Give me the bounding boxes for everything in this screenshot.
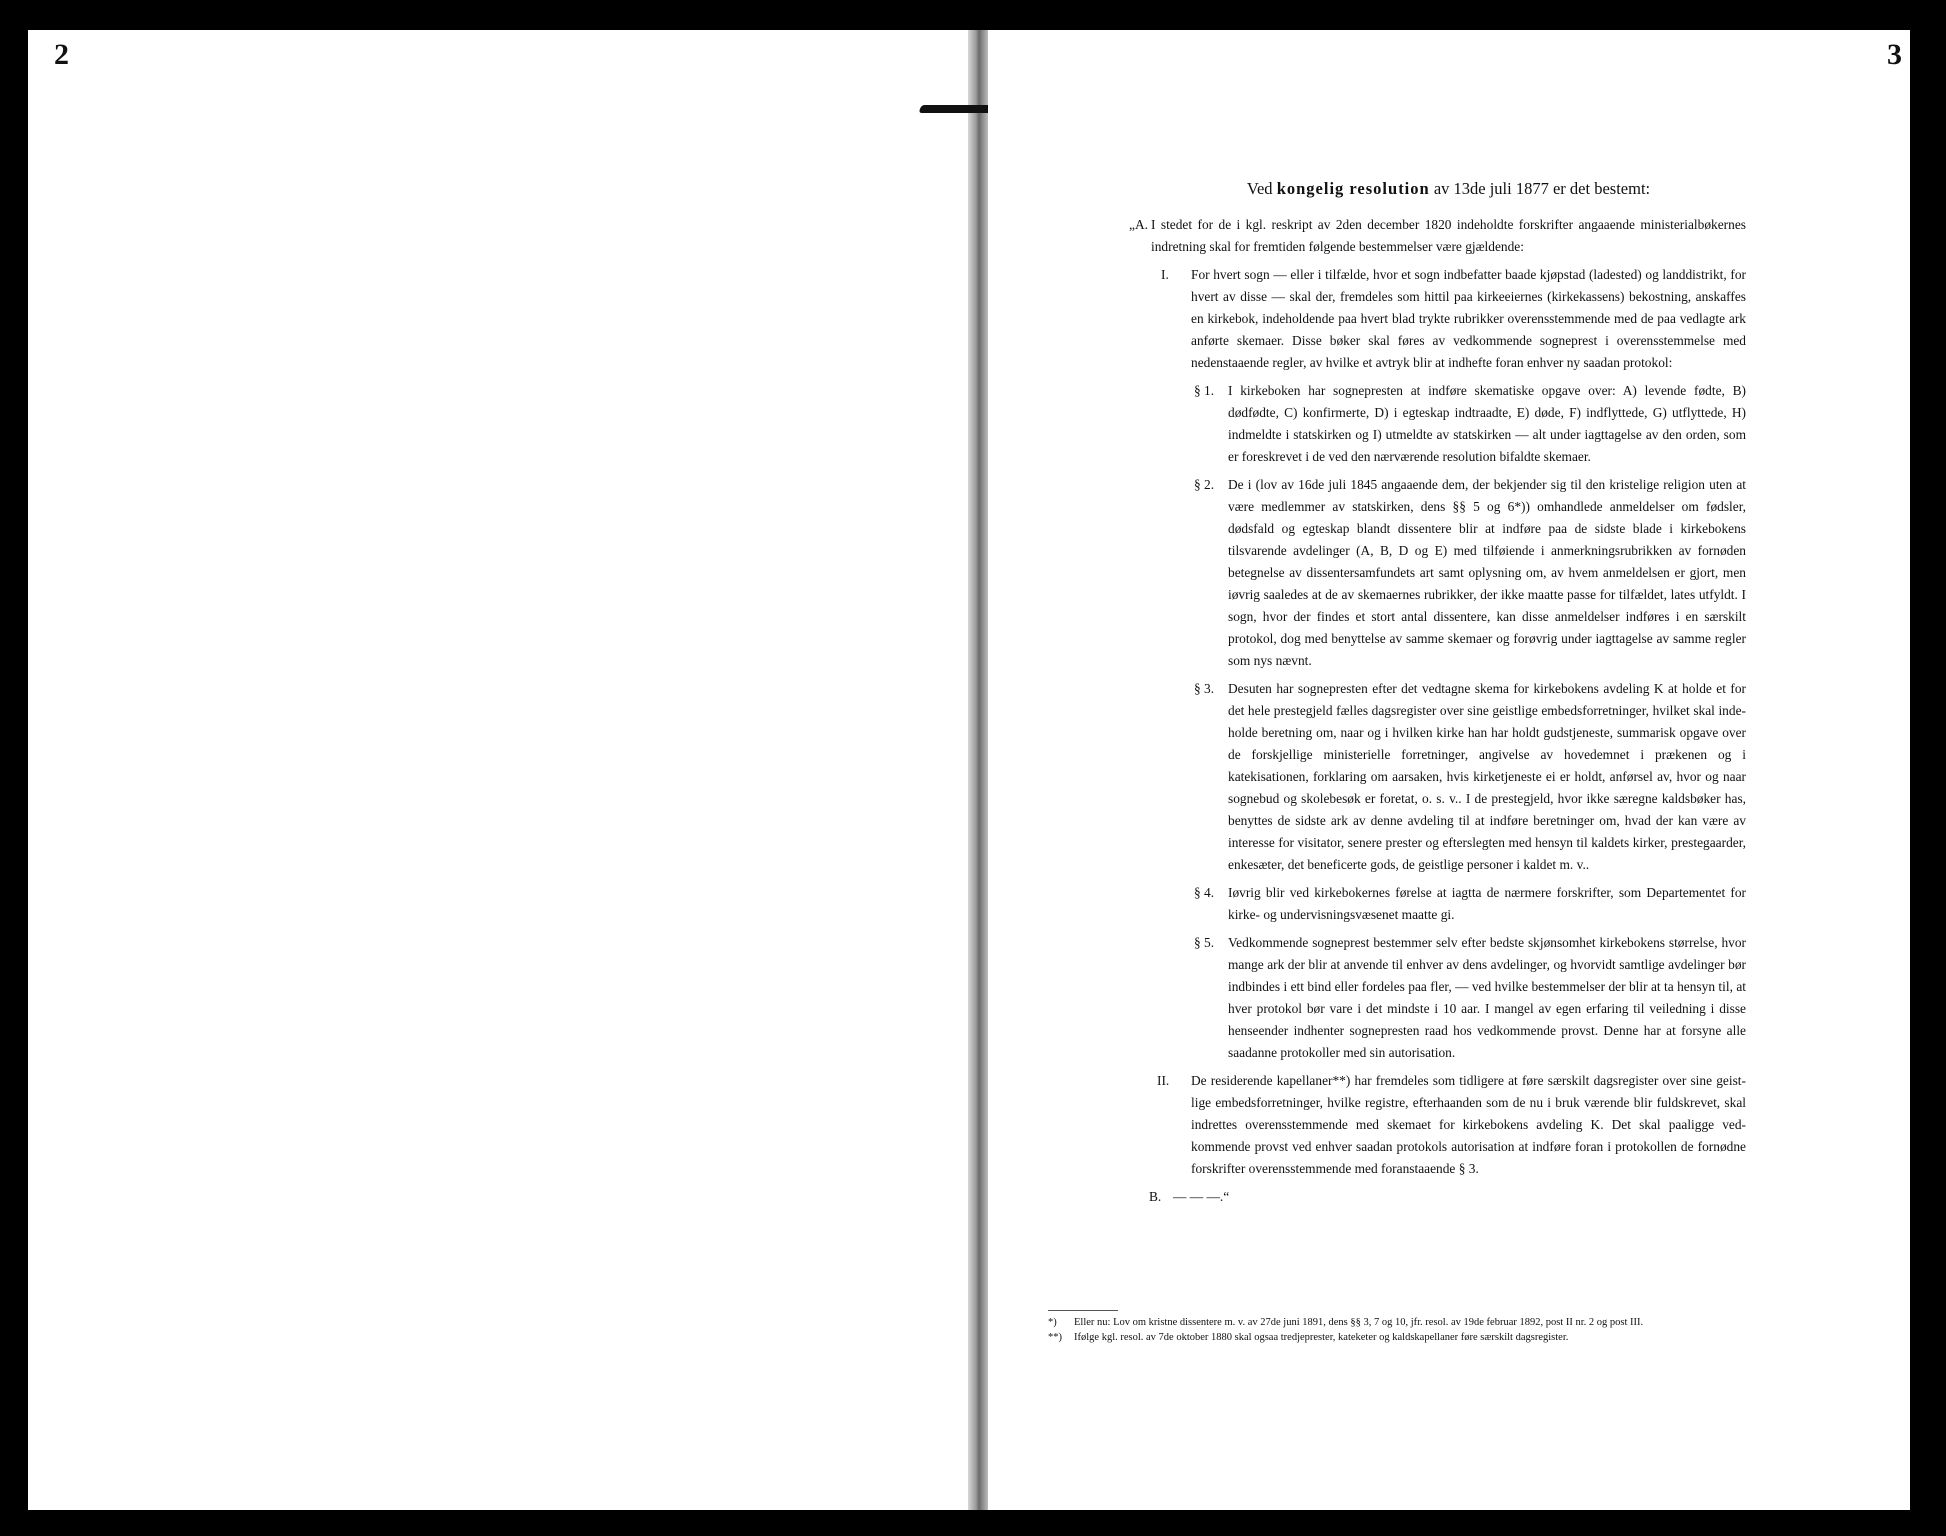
footnote (1048, 1330, 1748, 1345)
section-paragraph (1151, 474, 1746, 672)
part-two (1151, 1070, 1746, 1180)
heading-post: av 13de juli 1877 er det bestemt: (1433, 179, 1651, 198)
left-page (28, 30, 968, 1510)
intro-paragraph (1129, 214, 1746, 258)
section-list (1151, 380, 1746, 1064)
part-two-text: De residerende kapellaner**) har fremdeles som tidligere at føre særskilt dagsregister over sine geistlige embedsforretninger, hvilke registre, efterhaanden som de nu i bruk værende blir fuldskrevet, skal indrettes overensstemmende med skemaet for kirkebokens avdeling K. Det skal paaligge vedkommende provst ved enhver saadan protokols autorisation at indføre foran i protokollen de fornødne forskrifter overensstemmende med foranstaaende § 3. (1191, 1073, 1746, 1176)
section-text: Desuten har sognepresten efter det vedtagne skema for kirkebokens avdeling K at holde et for det hele prestegjeld fælles dagsregister over sine geistlige embedsforretninger, hvilket skal indeholde beretning om, naar og i hvilken kirke han har holdt gudstjeneste, summarisk opgave over de forskjellige ministerielle forretninger, angivelse av hovedemnet i prækenen og i katekisationen, forklaring om aarsaken, hvis kirketjeneste ei er holdt, anførsel av, hvor og naar sognebud og skolebesøk er foretat, o. s. v.. I de prestegjeld, hvor ikke særegne kaldsbøker has, benyttes de sidste ark av denne avdeling til at indføre beretninger om, hvad der kan være av interesse for visitator, senere prester og efterslegten med hensyn til kaldets kirker, prestegaarder, enkesæter, det beneficerte gods, de geistlige personer i kaldet m. v.. (1228, 681, 1746, 872)
part-one-label: I. (1161, 267, 1169, 282)
footnote-rule (1048, 1310, 1118, 1311)
intro-text: I stedet for de i kgl. reskript av 2den december 1820 indeholdte forskrifter angaaende ministerialbøkernes indretning skal for fremtiden følgende bestemmelser være gjældende: (1151, 217, 1746, 254)
section-text: Iøvrig blir ved kirkebokernes førelse at iagtta de nærmere forskrifter, som Departementet for kirke- og undervisningsvæsenet maatte gi. (1228, 885, 1746, 922)
section-label: § 2. (1194, 477, 1215, 492)
section-paragraph (1151, 882, 1746, 926)
footnote-text: Eller nu: Lov om kristne dissentere m. v. av 27de juni 1891, dens §§ 3, 7 og 10, jfr. resol. av 19de februar 1892, post II nr. 2 og post III. (1074, 1317, 1644, 1328)
footnote-list (1048, 1315, 1748, 1345)
section-text: De i (lov av 16de juli 1845 angaaende dem, der bekjender sig til den kristelige religion uten at være medlemmer av statskirken, dens §§ 5 og 6*)) omhandlede anmeldelser om fødsler, dødsfald og egteskap blandt dissentere blir at indføre paa de sidste blade i kirkebokens tilsvarende avdelinger (A, B, D og E) med tilføiende i anmerkningsrubrikken av fornøden betegnelse av dissentersamfundets art samt oplysning om, av hvem anmeldelsen er gjort, men iøvrig saaledes at de av skemaernes rubrikker, der ikke maatte passe for tilfældet, lates utfyldt. I sogn, hvor der findes et stort antal dissentere, kan disse anmeldelser indføres i en særskilt protokol, dog med benyttelse av samme skemaer og forøvrig under iagttagelse av samme regler som nys nævnt. (1228, 477, 1746, 668)
footnote-mark: **) (1048, 1332, 1062, 1343)
section-text: I kirkeboken har sognepresten at indføre skematiske opgave over: A) levende fødte, B) dødfødte, C) konfirmerte, D) i egteskap indtraadte, E) døde, F) indflyttede, G) utflyttede, H) indmeldte i statskirken og I) utmeldte av statskirken — alt under iagttagelse av den orden, som er foreskrevet i de ved den nærværende resolution bifaldte skemaer. (1228, 383, 1746, 464)
part-b-label: B. (1149, 1189, 1162, 1204)
section-label: § 5. (1194, 935, 1215, 950)
heading-bold: kongelig resolution (1276, 179, 1430, 198)
right-page-number: 3 (1887, 38, 1902, 71)
section-paragraph (1151, 380, 1746, 468)
section-label: § 4. (1194, 885, 1215, 900)
section-paragraph (1151, 678, 1746, 876)
footnote (1048, 1315, 1748, 1330)
section-paragraph (1151, 932, 1746, 1064)
part-one (1151, 264, 1746, 374)
intro-label: „A. (1129, 217, 1148, 232)
section-label: § 3. (1194, 681, 1215, 696)
part-b-text: — — —.“ (1173, 1189, 1230, 1204)
resolution-text (1129, 178, 1746, 1214)
page-heading (1151, 178, 1746, 200)
footnote-text: Ifølge kgl. resol. av 7de oktober 1880 skal ogsaa tredjeprester, kateketer og kaldskapellaner føre særskilt dagsregister. (1074, 1332, 1569, 1343)
part-b (1151, 1186, 1746, 1208)
left-page-number: 2 (54, 38, 69, 71)
part-one-text: For hvert sogn — eller i tilfælde, hvor et sogn indbefatter baade kjøpstad (ladested) og landdistrikt, for hvert av disse — skal der, fremdeles som hittil paa kirkeeiernes (kirkekassens) bekostning, anskaffes en kirkebok, indeholdende paa hvert blad trykte rubrikker overensstemmende med de paa vedlagte ark anførte skemaer. Disse bøker skal føres av vedkommende sogneprest i overensstemmelse med nedenstaaende regler, av hvilke et avtryk blir at indhefte foran enhver ny saadan protokol: (1191, 267, 1746, 370)
part-two-label: II. (1157, 1073, 1170, 1088)
right-page (988, 30, 1910, 1510)
heading-pre: Ved (1246, 179, 1273, 198)
book-gutter (968, 30, 988, 1510)
section-label: § 1. (1194, 383, 1215, 398)
footnote-mark: *) (1048, 1317, 1057, 1328)
footnotes (1048, 1310, 1748, 1345)
section-text: Vedkommende sogneprest bestemmer selv efter bedste skjønsomhet kirkebokens størrelse, hvor mange ark der blir at anvende til enhver av dens avdelinger, og hvorvidt samtlige avdelinger bør indbindes i ett bind eller fordeles paa fler, — ved hvilke bestemmelser der blir at ta hensyn til, at hver protokol bør vare i det mindste i 10 aar. I mangel av egen erfaring til veiledning i disse henseender indhenter sognepresten raad hos vedkommende provst. Denne har at forsyne alle saadanne protokoller med sin autorisation. (1228, 935, 1746, 1060)
